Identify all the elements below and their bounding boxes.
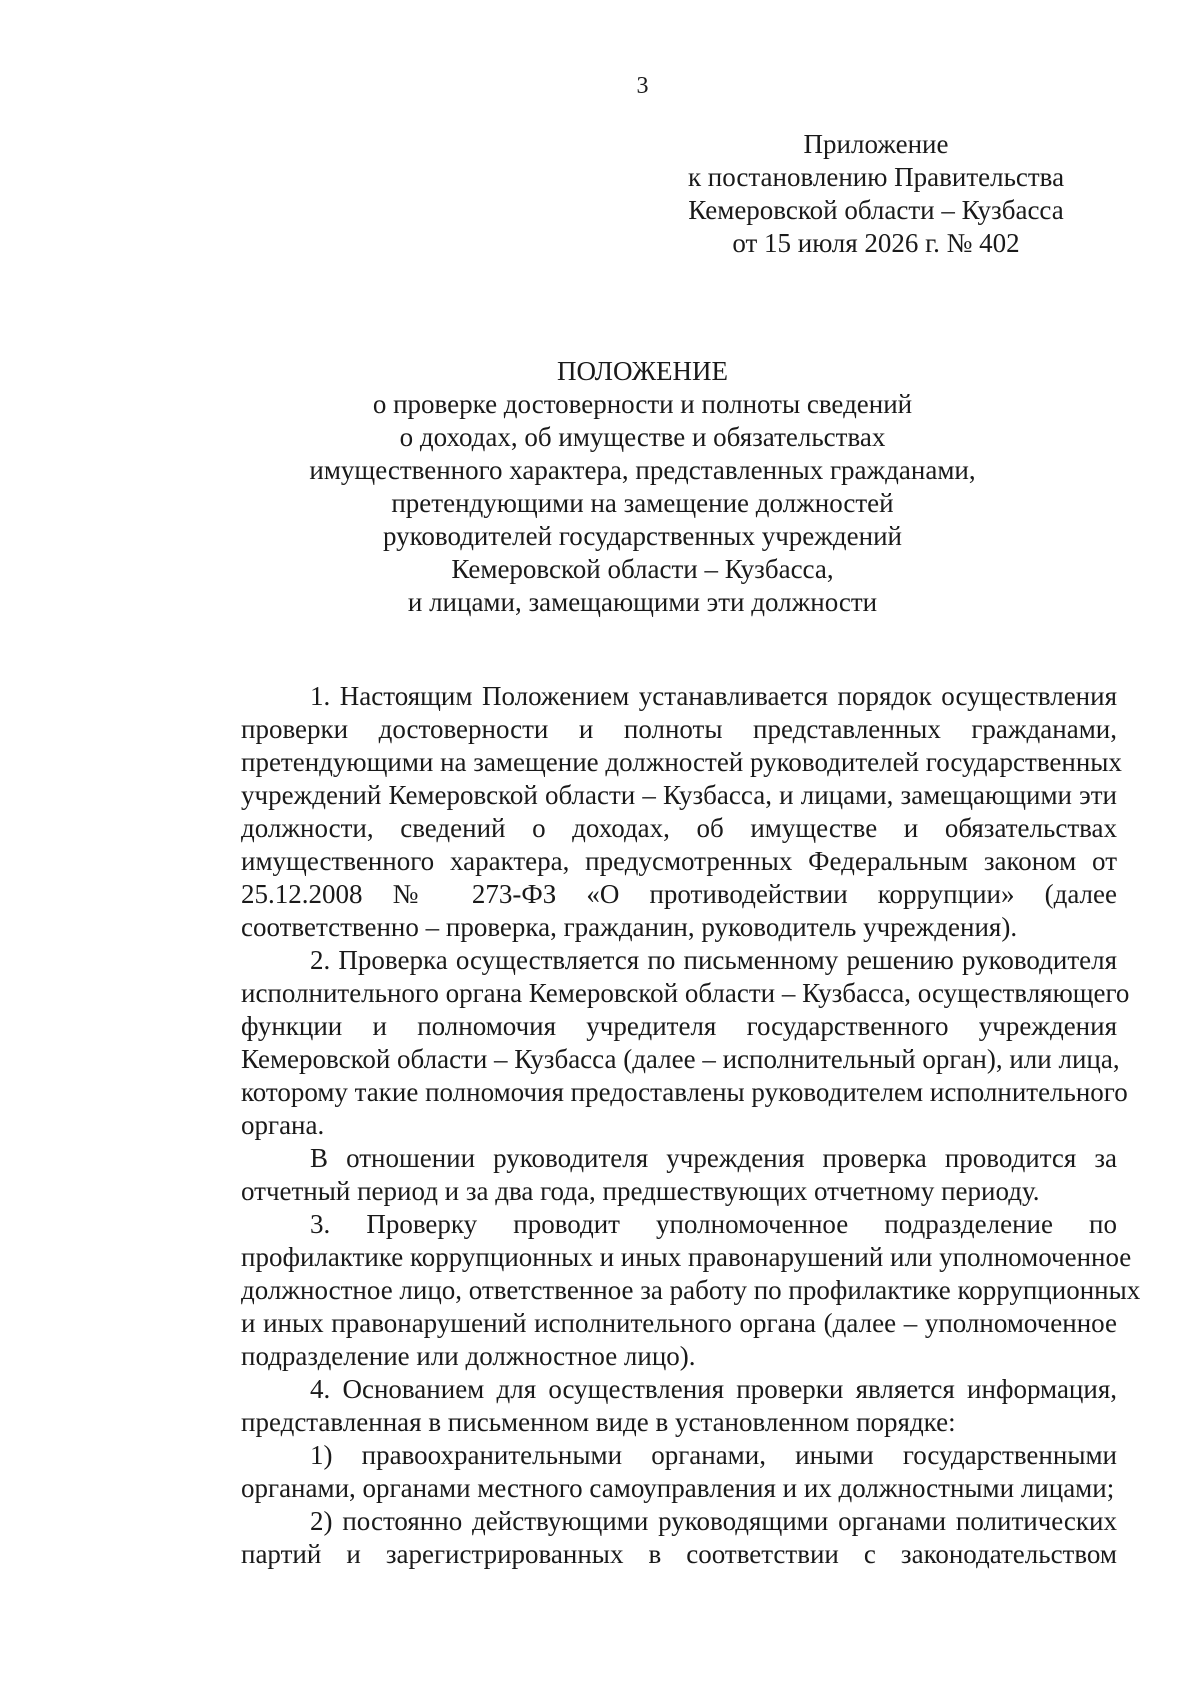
title-line: о проверке достоверности и полноты сведений <box>372 389 913 419</box>
title-line: имущественного характера, представленных гражданами, <box>309 455 976 485</box>
text-line: 4. Основанием для осуществления проверки является информация, <box>310 1374 1117 1404</box>
text-line: должностное лицо, ответственное за работу по профилактике коррупционных <box>241 1275 1141 1305</box>
text-line: имущественного характера, предусмотренных Федеральным законом от <box>241 846 1117 876</box>
document-title <box>170 355 1115 619</box>
appendix-line: к постановлению Правительства <box>687 162 1065 192</box>
text-line: проверки достоверности и полноты представленных гражданами, <box>241 714 1117 744</box>
title-line: Кемеровской области – Кузбасса, <box>451 554 834 584</box>
title-line: о доходах, об имуществе и обязательствах <box>399 422 886 452</box>
title-heading: ПОЛОЖЕНИЕ <box>557 356 728 386</box>
text-line: и иных правонарушений исполнительного органа (далее – уполномоченное <box>241 1308 1117 1338</box>
text-line: 25.12.2008 № 273-ФЗ «О противодействии коррупции» (далее <box>241 879 1117 909</box>
text-line: 3. Проверку проводит уполномоченное подразделение по <box>310 1209 1117 1239</box>
text-line: профилактике коррупционных и иных правонарушений или уполномоченное <box>241 1242 1132 1272</box>
body-paragraph <box>172 1208 1141 1373</box>
text-line: партий и зарегистрированных в соответствии с законодательством <box>241 1539 1117 1569</box>
text-line: представленная в письменном виде в установленном порядке: <box>241 1407 956 1437</box>
text-line: функции и полномочия учредителя государственного учреждения <box>241 1011 1117 1041</box>
title-line: претендующими на замещение должностей <box>391 488 894 518</box>
text-line: которому такие полномочия предоставлены руководителем исполнительного <box>241 1077 1128 1107</box>
text-line: В отношении руководителя учреждения проверка проводится за <box>310 1143 1117 1173</box>
text-line: 2. Проверка осуществляется по письменному решению руководителя <box>310 945 1117 975</box>
body-paragraph <box>172 680 1122 944</box>
page-number: 3 <box>636 73 649 99</box>
text-line: отчетный период и за два года, предшествующих отчетному периоду. <box>241 1176 1040 1206</box>
title-line: руководителей государственных учреждений <box>383 521 902 551</box>
text-line: 2) постоянно действующими руководящими органами политических <box>310 1506 1117 1536</box>
text-line: исполнительного органа Кемеровской области – Кузбасса, осуществляющего <box>241 978 1130 1008</box>
body-paragraph <box>172 1439 1117 1505</box>
text-line: соответственно – проверка, гражданин, руководитель учреждения). <box>241 912 1018 942</box>
appendix-line: Приложение <box>803 129 949 159</box>
text-line: органа. <box>241 1110 325 1140</box>
text-line: должности, сведений о доходах, об имуществе и обязательствах <box>241 813 1117 843</box>
text-line: Кемеровской области – Кузбасса (далее – исполнительный орган), или лица, <box>241 1044 1120 1074</box>
text-line: 1) правоохранительными органами, иными государственными <box>310 1440 1117 1470</box>
appendix-line: от 15 июля 2026 г. № 402 <box>732 228 1020 258</box>
title-line: и лицами, замещающими эти должности <box>407 587 878 617</box>
body-paragraph <box>172 1373 1117 1439</box>
text-line: подразделение или должностное лицо). <box>241 1341 696 1371</box>
document-body <box>172 680 1141 1571</box>
body-paragraph <box>172 1505 1117 1571</box>
body-paragraph <box>172 1142 1117 1208</box>
text-line: претендующими на замещение должностей руководителей государственных <box>241 747 1122 777</box>
text-line: 1. Настоящим Положением устанавливается порядок осуществления <box>310 681 1117 711</box>
appendix-header <box>650 128 1102 260</box>
appendix-line: Кемеровской области – Кузбасса <box>688 195 1064 225</box>
text-line: учреждений Кемеровской области – Кузбасса, и лицами, замещающими эти <box>241 780 1117 810</box>
body-paragraph <box>172 944 1130 1142</box>
text-line: органами, органами местного самоуправления и их должностными лицами; <box>241 1473 1115 1503</box>
